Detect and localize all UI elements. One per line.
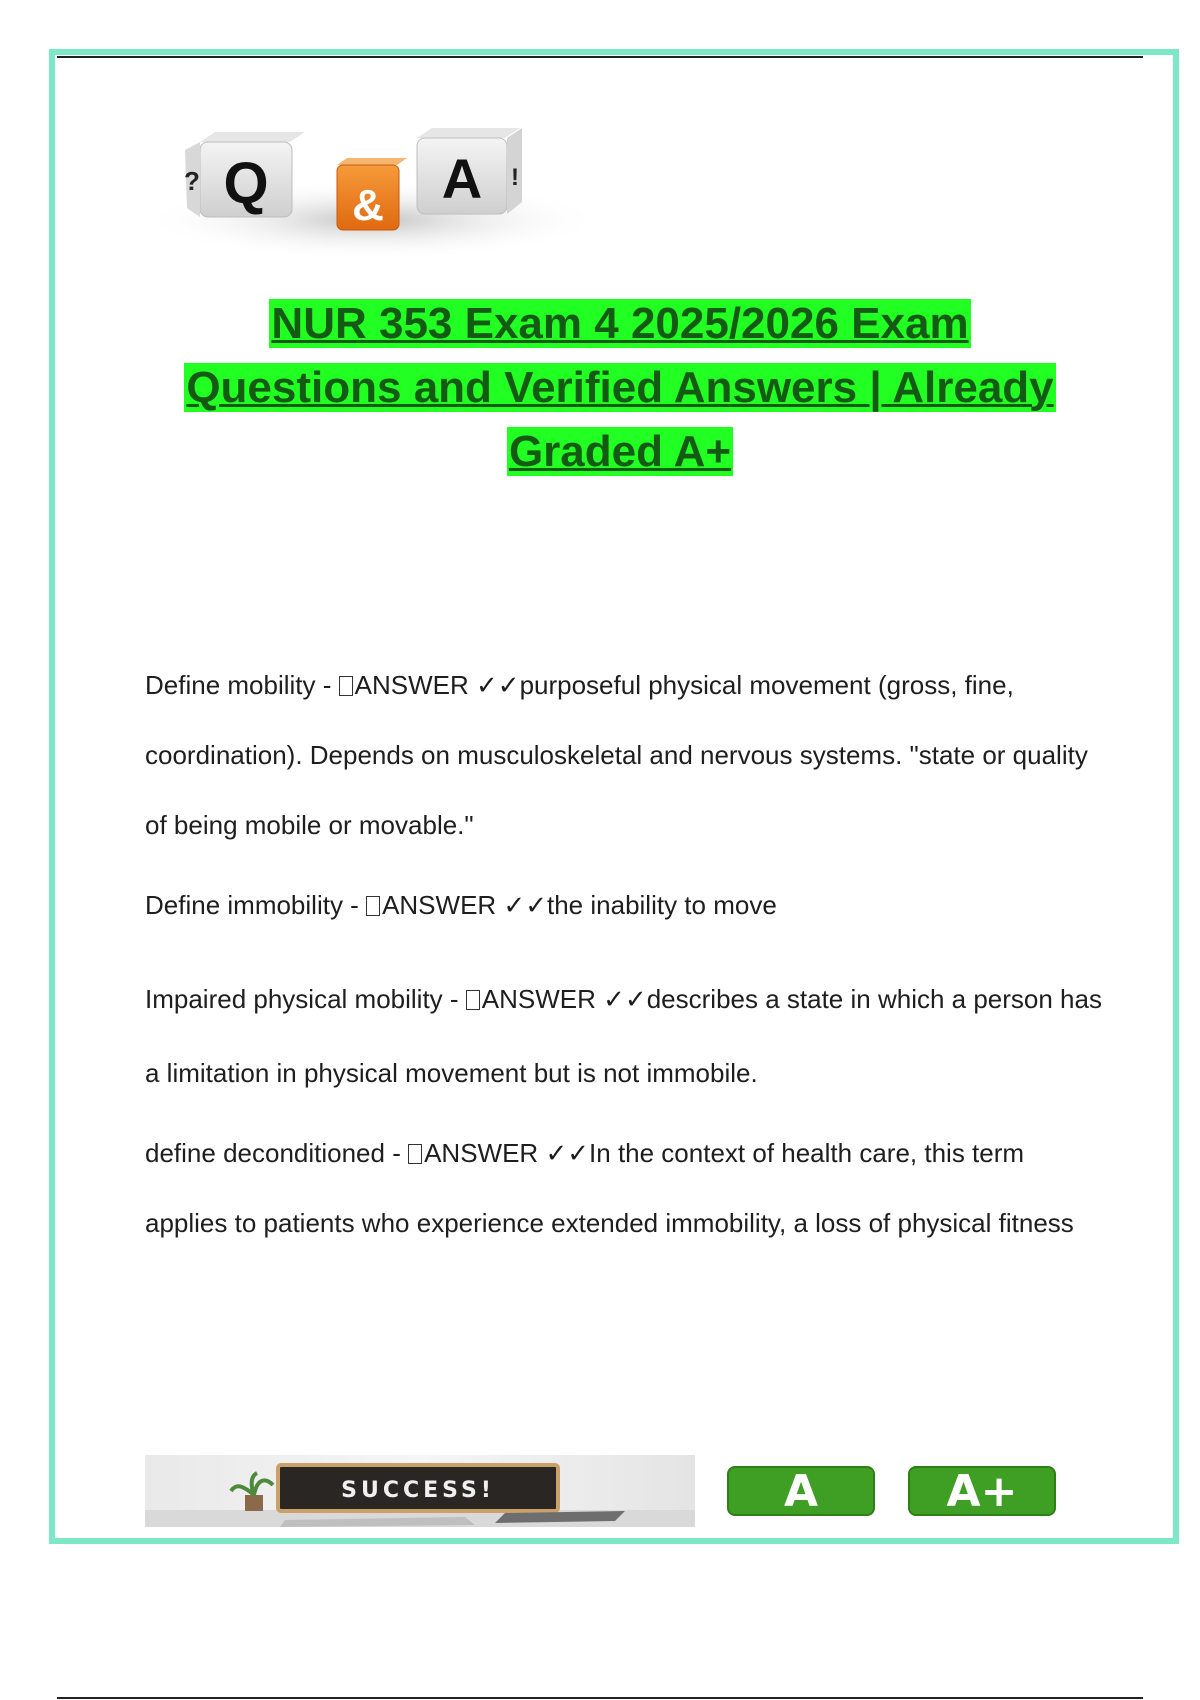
double-check-icon: ✓✓	[503, 890, 547, 920]
document-title: NUR 353 Exam 4 2025/2026 Exam Questions and Verified Answers | Already Graded A+	[186, 299, 1054, 476]
answer-label: ANSWER	[354, 670, 469, 700]
grade-a-plus-label: A+	[946, 1465, 1018, 1517]
answer-label: ANSWER	[481, 984, 596, 1014]
double-check-icon: ✓✓	[475, 670, 520, 700]
missing-glyph-icon	[339, 676, 353, 696]
top-rule	[57, 56, 1143, 58]
missing-glyph-icon	[366, 896, 380, 916]
qa-term: Define immobility -	[145, 890, 367, 920]
q-cube	[184, 132, 305, 217]
double-check-icon: ✓✓	[545, 1138, 590, 1168]
success-sign-image	[145, 1455, 695, 1527]
q-letter: Q	[223, 151, 269, 216]
exclamation-glyph: !	[511, 164, 519, 191]
grade-a-plus-badge	[908, 1466, 1056, 1516]
qa-term: Define mobility -	[145, 670, 339, 700]
bottom-rule	[57, 1697, 1143, 1699]
grade-a-badge	[727, 1466, 875, 1516]
qa-item-impaired-mobility	[145, 962, 1105, 1110]
missing-glyph-icon	[466, 990, 480, 1010]
answer-label: ANSWER	[424, 1138, 539, 1168]
a-cube	[417, 128, 522, 214]
a-letter: A	[441, 147, 483, 210]
qa-term: Impaired physical mobility -	[145, 984, 466, 1014]
qa-answer: In the context of health care, this term applies to patients who experience extended immobility, a loss of physical fitness	[145, 1138, 1074, 1238]
ampersand-letter: &	[352, 181, 384, 230]
qa-term: define deconditioned -	[145, 1138, 409, 1168]
qa-dice-logo	[145, 90, 600, 285]
missing-glyph-icon	[408, 1144, 422, 1164]
qa-answer: the inability to move	[547, 890, 777, 920]
ampersand-cube	[337, 158, 407, 230]
qa-item-mobility	[145, 650, 1105, 860]
qa-answer: purposeful physical movement (gross, fine, coordination). Depends on musculoskeletal and nervous systems. "state or quality of being mobile or movable."	[145, 670, 1088, 840]
answer-label: ANSWER	[382, 890, 497, 920]
grade-a-label: A	[783, 1465, 819, 1517]
qa-answer: describes a state in which a person has a limitation in physical movement but is not immobile.	[145, 984, 1102, 1088]
double-check-icon: ✓✓	[603, 984, 647, 1014]
success-sign-text: SUCCESS!	[341, 1478, 495, 1503]
title-block	[160, 292, 1080, 484]
question-mark-glyph: ?	[184, 166, 200, 196]
qa-item-deconditioned	[145, 1118, 1105, 1258]
qa-item-immobility	[145, 887, 1105, 923]
